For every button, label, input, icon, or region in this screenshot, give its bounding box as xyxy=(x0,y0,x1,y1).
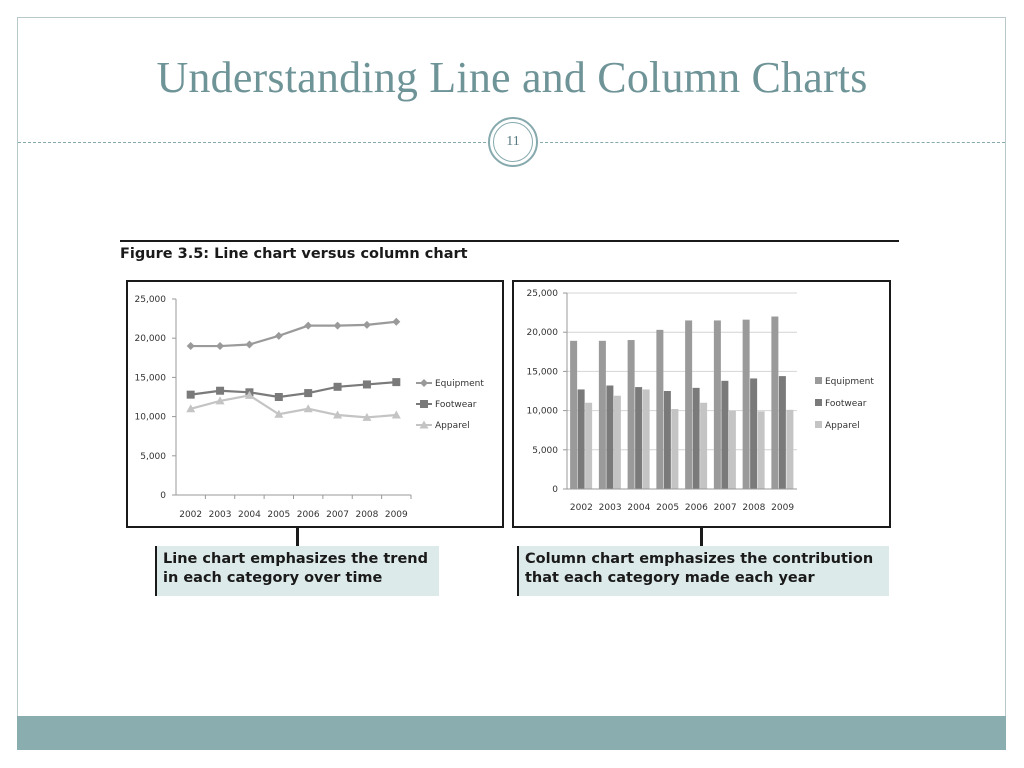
legend-marker-footwear xyxy=(420,400,428,408)
bar-equipment xyxy=(656,330,663,489)
legend-label-equipment: Equipment xyxy=(825,377,874,387)
bar-apparel xyxy=(671,409,678,489)
x-tick-label: 2008 xyxy=(742,503,766,513)
data-point-footwear xyxy=(334,383,342,391)
legend-label-footwear: Footwear xyxy=(825,399,867,409)
x-tick-label: 2009 xyxy=(384,510,408,520)
x-tick-label: 2002 xyxy=(569,503,593,513)
line-chart-panel xyxy=(126,280,504,528)
data-point-equipment xyxy=(304,322,312,330)
series-line-apparel xyxy=(191,395,397,417)
x-tick-label: 2008 xyxy=(355,510,379,520)
data-point-footwear xyxy=(392,378,400,386)
data-point-equipment xyxy=(334,322,342,330)
x-tick-label: 2002 xyxy=(179,510,203,520)
y-tick-label: 20,000 xyxy=(134,334,166,345)
bar-apparel xyxy=(729,411,736,489)
bar-footwear xyxy=(578,389,585,489)
bar-equipment xyxy=(599,341,606,489)
y-tick-label: 20,000 xyxy=(526,328,558,339)
legend-swatch-footwear xyxy=(815,399,822,406)
bar-equipment xyxy=(771,317,778,489)
bar-equipment xyxy=(628,340,635,489)
x-tick-label: 2003 xyxy=(208,510,232,520)
bar-footwear xyxy=(664,391,671,489)
line-callout-connector xyxy=(296,527,299,547)
column-chart-panel xyxy=(512,280,891,528)
y-tick-label: 10,000 xyxy=(526,406,558,417)
y-tick-label: 25,000 xyxy=(526,289,558,299)
line-chart xyxy=(128,282,501,525)
bar-footwear xyxy=(693,388,700,489)
column-chart xyxy=(514,282,888,525)
x-tick-label: 2006 xyxy=(684,503,708,513)
data-point-equipment xyxy=(245,340,253,348)
figure-heading: Figure 3.5: Line chart versus column chart xyxy=(120,246,468,262)
legend-label-equipment: Equipment xyxy=(435,379,484,389)
data-point-equipment xyxy=(216,342,224,350)
y-tick-label: 0 xyxy=(552,485,558,495)
y-tick-label: 25,000 xyxy=(134,295,166,305)
legend-label-apparel: Apparel xyxy=(435,421,470,431)
x-tick-label: 2007 xyxy=(713,503,737,513)
column-chart-callout xyxy=(517,546,889,596)
column-callout-line-2: that each category made each year xyxy=(525,570,815,586)
x-tick-label: 2005 xyxy=(656,503,680,513)
bar-footwear xyxy=(721,381,728,489)
y-tick-label: 10,000 xyxy=(134,412,166,423)
y-tick-label: 0 xyxy=(160,491,166,501)
legend-label-footwear: Footwear xyxy=(435,400,477,410)
legend-marker-equipment xyxy=(420,379,428,387)
line-callout-line-1: Line chart emphasizes the trend xyxy=(163,551,428,567)
y-tick-label: 5,000 xyxy=(532,445,558,456)
data-point-equipment xyxy=(275,332,283,340)
bar-footwear xyxy=(606,386,613,489)
title-rule-right xyxy=(540,142,1005,143)
x-tick-label: 2006 xyxy=(296,510,320,520)
line-chart-callout xyxy=(155,546,439,596)
x-tick-label: 2004 xyxy=(627,503,651,513)
page-number: 11 xyxy=(493,122,533,162)
column-callout-line-1: Column chart emphasizes the contribution xyxy=(525,551,874,567)
x-tick-label: 2005 xyxy=(267,510,291,520)
y-tick-label: 5,000 xyxy=(140,451,166,462)
bar-apparel xyxy=(585,403,592,489)
bar-apparel xyxy=(786,410,793,489)
column-callout-connector xyxy=(700,527,703,547)
data-point-footwear xyxy=(304,389,312,397)
legend-swatch-apparel xyxy=(815,421,822,428)
bar-equipment xyxy=(714,320,721,489)
bar-footwear xyxy=(779,376,786,489)
bar-footwear xyxy=(635,387,642,489)
x-tick-label: 2009 xyxy=(771,503,795,513)
legend-label-apparel: Apparel xyxy=(825,421,860,431)
bar-equipment xyxy=(743,320,750,489)
slide-title: Understanding Line and Column Charts xyxy=(156,53,868,102)
data-point-footwear xyxy=(363,380,371,388)
bar-footwear xyxy=(750,378,757,489)
line-callout-line-2: in each category over time xyxy=(163,570,383,586)
data-point-equipment xyxy=(392,318,400,326)
x-tick-label: 2003 xyxy=(598,503,622,513)
data-point-footwear xyxy=(216,387,224,395)
bar-apparel xyxy=(700,403,707,489)
bar-apparel xyxy=(758,411,765,489)
figure-top-rule xyxy=(120,240,899,242)
data-point-equipment xyxy=(187,342,195,350)
title-rule-left xyxy=(18,142,486,143)
legend-swatch-equipment xyxy=(815,377,822,384)
bar-equipment xyxy=(685,320,692,489)
data-point-equipment xyxy=(363,321,371,329)
bar-equipment xyxy=(570,341,577,489)
bar-apparel xyxy=(643,389,650,489)
x-tick-label: 2007 xyxy=(326,510,350,520)
data-point-footwear xyxy=(187,391,195,399)
y-tick-label: 15,000 xyxy=(134,373,166,384)
y-tick-label: 15,000 xyxy=(526,367,558,378)
data-point-footwear xyxy=(275,393,283,401)
footer-band xyxy=(17,716,1006,750)
x-tick-label: 2004 xyxy=(237,510,261,520)
bar-apparel xyxy=(614,396,621,489)
page-number-badge xyxy=(488,117,538,167)
